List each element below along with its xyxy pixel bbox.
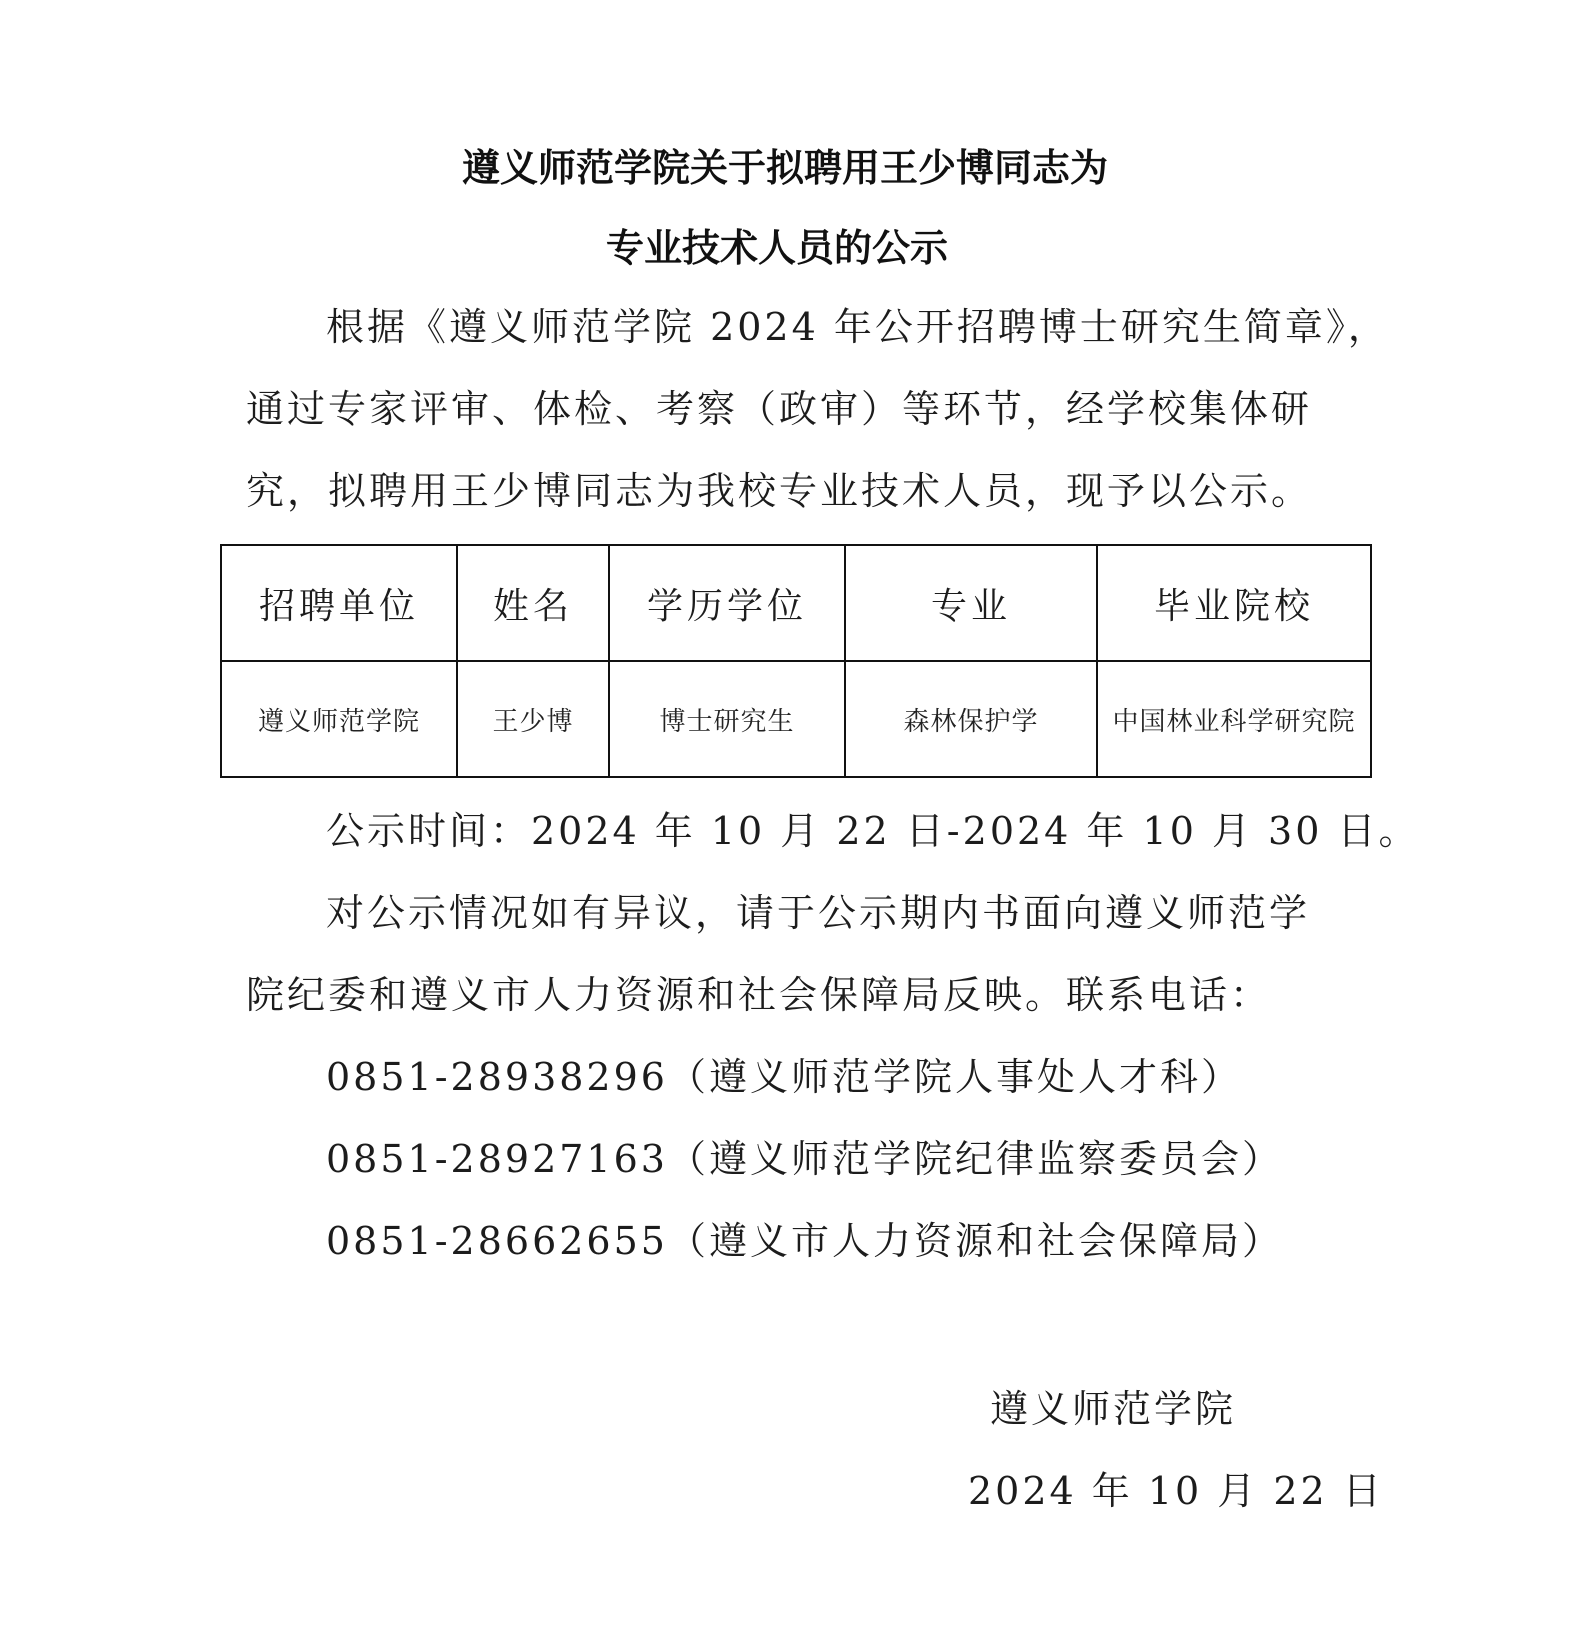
cell-recruiting-unit: 遵义师范学院: [221, 661, 457, 777]
intro-line-3: 究，拟聘用王少博同志为我校专业技术人员，现予以公示。: [246, 469, 1313, 513]
contact-phone-hr: 0851-28938296（遵义师范学院人事处人才科）: [326, 1055, 1242, 1099]
cell-major: 森林保护学: [845, 661, 1097, 777]
contact-phone-hrss: 0851-28662655（遵义市人力资源和社会保障局）: [326, 1219, 1283, 1263]
table-row: [221, 661, 1371, 777]
intro-line-2: 通过专家评审、体检、考察（政审）等环节，经学校集体研: [246, 387, 1313, 431]
contact-phone-discipline: 0851-28927163（遵义师范学院纪律监察委员会）: [326, 1137, 1283, 1181]
header-name: 姓名: [457, 545, 609, 661]
objection-line-2: 院纪委和遵义市人力资源和社会保障局反映。联系电话：: [246, 973, 1272, 1017]
header-graduated-institution: 毕业院校: [1097, 545, 1371, 661]
cell-education-degree: 博士研究生: [609, 661, 845, 777]
document-title-line-2: 专业技术人员的公示: [605, 226, 948, 270]
cell-graduated-institution: 中国林业科学研究院: [1097, 661, 1371, 777]
publicity-period: 公示时间：2024 年 10 月 22 日-2024 年 10 月 30 日。: [326, 809, 1420, 853]
document-title-line-1: 遵义师范学院关于拟聘用王少博同志为: [461, 146, 1108, 190]
signature-organization: 遵义师范学院: [990, 1387, 1237, 1431]
table-header-row: [221, 545, 1371, 661]
signature-date: 2024 年 10 月 22 日: [968, 1469, 1384, 1513]
objection-line-1: 对公示情况如有异议，请于公示期内书面向遵义师范学: [326, 891, 1311, 935]
intro-line-1: 根据《遵义师范学院 2024 年公开招聘博士研究生简章》，: [326, 305, 1389, 349]
header-recruiting-unit: 招聘单位: [221, 545, 457, 661]
recruitment-table: [220, 544, 1372, 778]
cell-name: 王少博: [457, 661, 609, 777]
header-education-degree: 学历学位: [609, 545, 845, 661]
header-major: 专业: [845, 545, 1097, 661]
